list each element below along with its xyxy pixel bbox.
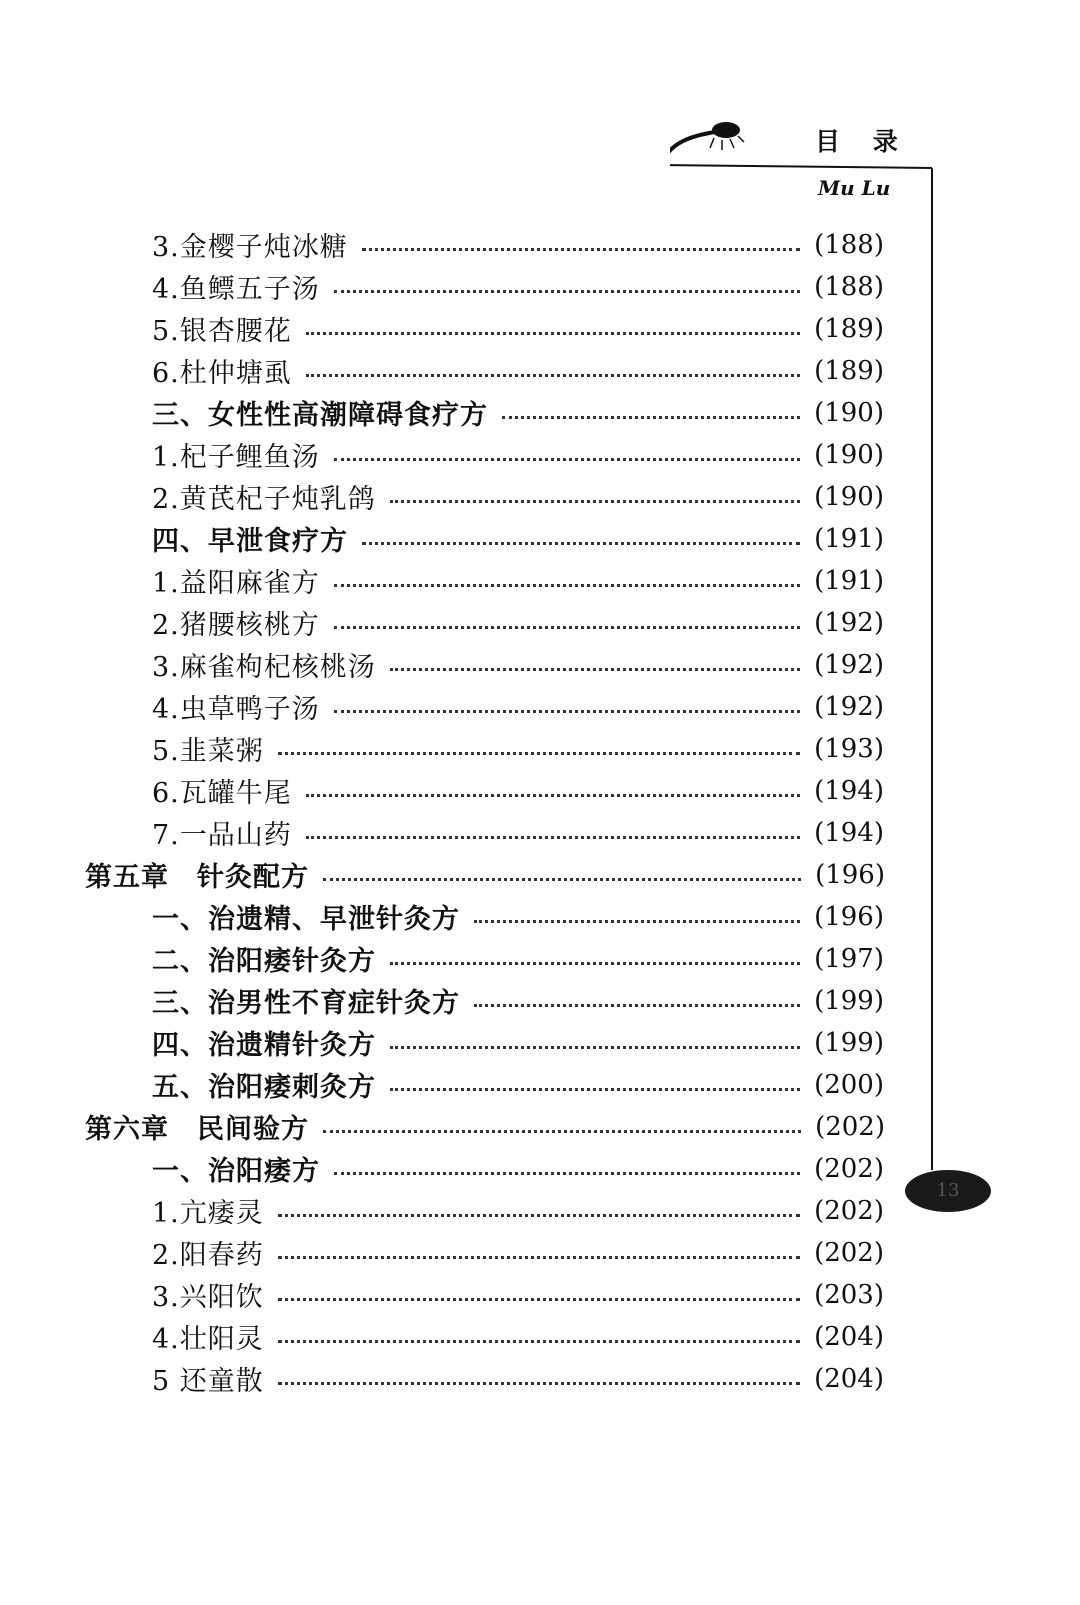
dot-leader — [334, 624, 800, 629]
dot-leader — [334, 1170, 800, 1175]
toc-entry-page: (202) — [815, 1111, 885, 1142]
dot-leader — [334, 288, 800, 293]
toc-entry-label: 1.杞子鲤鱼汤 — [152, 442, 320, 473]
toc-entry-label: 5 还童散 — [152, 1366, 264, 1397]
toc-entry-label: 7.一品山药 — [152, 820, 292, 851]
toc-entry-label: 4.壮阳灵 — [152, 1324, 264, 1355]
toc-entry-label: 2.阳春药 — [152, 1240, 264, 1271]
page-number: 13 — [936, 1180, 960, 1201]
toc-entry-page: (202) — [814, 1237, 884, 1268]
toc-entry-label: 一、治遗精、早泄针灸方 — [152, 904, 460, 935]
dot-leader — [390, 1086, 800, 1091]
toc-entry[interactable] — [152, 1315, 884, 1358]
dot-leader — [474, 918, 800, 923]
toc-entry-page: (193) — [814, 733, 884, 764]
toc-entry-label: 3.金樱子炖冰糖 — [152, 232, 348, 263]
toc-entry-label: 2.黄芪杞子炖乳鸽 — [152, 484, 376, 515]
toc-entry-label: 1.亢痿灵 — [152, 1198, 264, 1229]
dot-leader — [390, 1044, 800, 1049]
toc-entry-page: (199) — [814, 1027, 884, 1058]
toc-entry-page: (188) — [814, 271, 884, 302]
toc-entry-page: (194) — [814, 775, 884, 806]
toc-entry-label: 4.鱼鳔五子汤 — [152, 274, 320, 305]
toc-entry-label: 第六章 民间验方 — [85, 1114, 309, 1145]
toc-entry[interactable] — [152, 391, 884, 434]
header-subtitle: Mu Lu — [818, 176, 891, 200]
toc-entry-page: (204) — [814, 1321, 884, 1352]
toc-entry[interactable] — [152, 265, 884, 308]
toc-entry-page: (191) — [814, 565, 884, 596]
toc-entry-label: 四、治遗精针灸方 — [152, 1030, 376, 1061]
toc-entry-page: (188) — [814, 229, 884, 260]
toc-entry-page: (192) — [814, 691, 884, 722]
dot-leader — [278, 1338, 800, 1343]
toc-entry[interactable] — [152, 1273, 884, 1316]
dot-leader — [334, 582, 800, 587]
toc-entry-label: 三、治男性不育症针灸方 — [152, 988, 460, 1019]
toc-entry-page: (190) — [814, 439, 884, 470]
toc-entry[interactable] — [152, 895, 884, 938]
toc-entry-label: 3.麻雀枸杞核桃汤 — [152, 652, 376, 683]
toc-entry-label: 五、治阳痿刺灸方 — [152, 1072, 376, 1103]
toc-entry[interactable] — [152, 643, 884, 686]
toc-entry-page: (196) — [815, 859, 885, 890]
toc-entry[interactable] — [152, 1063, 884, 1106]
toc-entry-label: 5.银杏腰花 — [152, 316, 292, 347]
toc-entry[interactable] — [152, 1231, 884, 1274]
dot-leader — [278, 750, 800, 755]
dot-leader — [334, 456, 800, 461]
toc-entry[interactable] — [152, 811, 884, 854]
dot-leader — [323, 1128, 801, 1133]
toc-entry[interactable] — [152, 433, 884, 476]
dot-leader — [306, 330, 800, 335]
toc-entry[interactable] — [85, 853, 885, 896]
dot-leader — [278, 1380, 800, 1385]
dot-leader — [390, 498, 800, 503]
toc-entry-page: (200) — [814, 1069, 884, 1100]
toc-entry-page: (196) — [814, 901, 884, 932]
toc-entry-page: (189) — [814, 355, 884, 386]
toc-entry[interactable] — [152, 769, 884, 812]
dot-leader — [502, 414, 800, 419]
toc-entry-label: 3.兴阳饮 — [152, 1282, 264, 1313]
toc-entry-page: (197) — [814, 943, 884, 974]
dot-leader — [278, 1254, 800, 1259]
toc-entry-page: (190) — [814, 397, 884, 428]
toc-entry-label: 二、治阳痿针灸方 — [152, 946, 376, 977]
toc-entry-label: 三、女性性高潮障碍食疗方 — [152, 400, 488, 431]
toc-entry[interactable] — [152, 349, 884, 392]
toc-entry-label: 6.杜仲塘虱 — [152, 358, 292, 389]
toc-entry-page: (191) — [814, 523, 884, 554]
toc-entry[interactable] — [152, 1357, 884, 1400]
toc-entry[interactable] — [152, 727, 884, 770]
toc-entry[interactable] — [152, 559, 884, 602]
dot-leader — [278, 1296, 800, 1301]
dot-leader — [362, 246, 800, 251]
toc-entry[interactable] — [152, 1147, 884, 1190]
toc-entry-label: 2.猪腰核桃方 — [152, 610, 320, 641]
toc-entry-page: (202) — [814, 1195, 884, 1226]
dot-leader — [390, 960, 800, 965]
toc-entry-page: (189) — [814, 313, 884, 344]
toc-entry-page: (203) — [814, 1279, 884, 1310]
toc-entry-page: (202) — [814, 1153, 884, 1184]
toc-entry-label: 4.虫草鸭子汤 — [152, 694, 320, 725]
toc-entry-label: 一、治阳痿方 — [152, 1156, 320, 1187]
toc-entry-label: 6.瓦罐牛尾 — [152, 778, 292, 809]
toc-entry[interactable] — [152, 223, 884, 266]
toc-entry-label: 5.韭菜粥 — [152, 736, 264, 767]
dot-leader — [474, 1002, 800, 1007]
toc-entry[interactable] — [152, 307, 884, 350]
dot-leader — [306, 834, 800, 839]
dot-leader — [306, 792, 800, 797]
toc-entry-page: (204) — [814, 1363, 884, 1394]
page-number-tab — [905, 1170, 991, 1212]
dot-leader — [306, 372, 800, 377]
dot-leader — [334, 708, 800, 713]
toc-entry[interactable] — [152, 1189, 884, 1232]
dot-leader — [390, 666, 800, 671]
dot-leader — [278, 1212, 800, 1217]
toc-entry[interactable] — [85, 1105, 885, 1148]
toc-entry[interactable] — [152, 1021, 884, 1064]
toc-entry[interactable] — [152, 979, 884, 1022]
toc-entry[interactable] — [152, 517, 884, 560]
toc-entry[interactable] — [152, 937, 884, 980]
toc-entry-label: 四、早泄食疗方 — [152, 526, 348, 557]
toc-entry-label: 1.益阳麻雀方 — [152, 568, 320, 599]
dot-leader — [323, 876, 801, 881]
toc-entry-page: (199) — [814, 985, 884, 1016]
header-title: 目 录 — [815, 127, 910, 156]
toc-entry-page: (190) — [814, 481, 884, 512]
toc-entry-page: (192) — [814, 649, 884, 680]
toc-entry-label: 第五章 针灸配方 — [85, 862, 309, 893]
toc-entry-page: (194) — [814, 817, 884, 848]
dot-leader — [362, 540, 800, 545]
toc-entry[interactable] — [152, 601, 884, 644]
toc-entry[interactable] — [152, 685, 884, 728]
toc-entry-page: (192) — [814, 607, 884, 638]
toc-entry[interactable] — [152, 475, 884, 518]
